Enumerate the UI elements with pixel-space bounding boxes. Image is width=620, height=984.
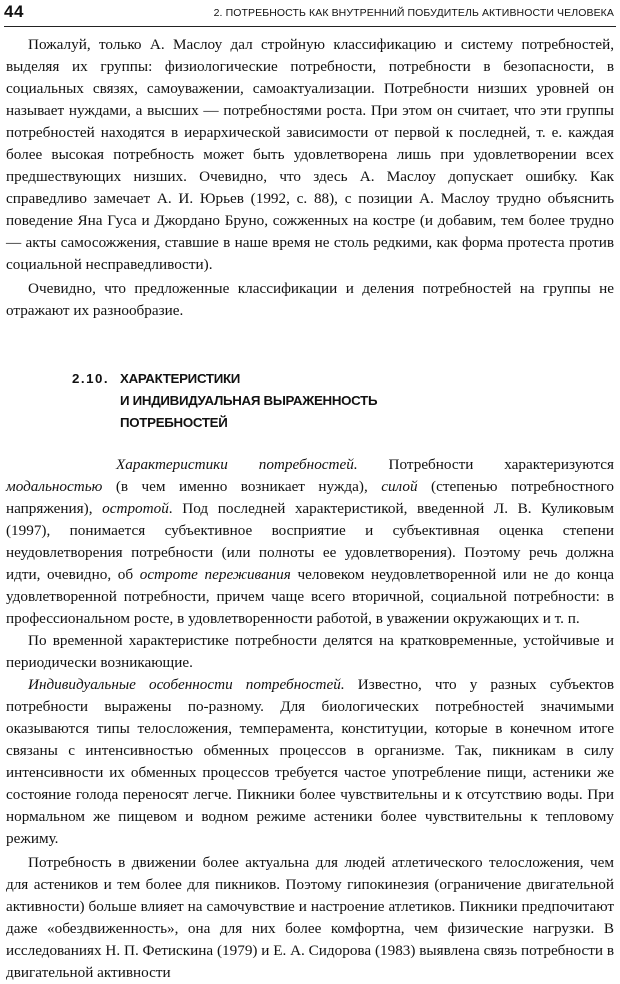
section-text: [6, 454, 614, 984]
paragraph: Очевидно, что предложенные классификации и деления потребностей на группы не отражают их разнообразие.: [6, 280, 614, 319]
italic-lead: Индивидуальные особенности потребностей.: [28, 676, 345, 693]
italic-term: силой: [381, 478, 418, 495]
section-heading: [72, 368, 377, 434]
page-number: 44: [4, 2, 24, 21]
text-run: (степенью потребностного напряжения),: [6, 478, 614, 517]
text-run: (в чем именно возникает нужда),: [102, 478, 382, 495]
text-run: человеком неудовлетворенной или не до конца удовлетворенной потребности, причем чаще всего вторичной, социальной потребности: в профессиональном росте, в удовлетворенности работой, в уважении окружающих и т. п.: [6, 566, 614, 627]
paragraph: [6, 674, 614, 850]
paragraph: Потребность в движении более актуальна для людей атлетического телосложения, чем для астеников и тем более для пикников. Поэтому гипокинезия (ограничение двигательной активности) больше влияет на самочувствие и настроение атлетиков. Пикники предпочитают даже «обездвиженность», она для них более комфортна, чем физические нагрузки. В исследованиях Н. П. Фетискина (1979) и Е. А. Сидорова (1983) выявлена связь потребности в двигательной активности: [6, 854, 614, 981]
text-run: Потребности характеризуются: [357, 456, 614, 473]
italic-term: остроте переживания: [139, 566, 291, 583]
text-run: . Под последней характеристикой, введенной Л. В. Куликовым (1997), понимается субъективное восприятие и субъективная оценка степени неудовлетворения потребности (или полноты ее удовлетворения). Поэтому речь должна идти, очевидно, об: [6, 500, 614, 583]
section-title-part-1: ХАРАКТЕРИСТИКИ: [120, 371, 241, 386]
paragraph: [6, 454, 614, 630]
intro-text: [6, 34, 614, 322]
paragraph: По временной характеристике потребности делятся на кратковременные, устойчивые и периодически возникающие.: [6, 632, 614, 671]
page-header: [4, 2, 616, 27]
italic-lead: Характеристики потребностей.: [116, 456, 358, 473]
section-title-part-2: И ИНДИВИДУАЛЬНАЯ ВЫРАЖЕННОСТЬ: [120, 393, 378, 408]
italic-term: модальностью: [6, 478, 103, 495]
section-number: 2.10.: [72, 371, 110, 386]
section-title-part-3: ПОТРЕБНОСТЕЙ: [120, 415, 228, 430]
section-heading-line-1: [72, 368, 377, 390]
italic-term: остротой: [102, 500, 169, 517]
running-title: 2. ПОТРЕБНОСТЬ КАК ВНУТРЕННИЙ ПОБУДИТЕЛЬ АКТИВНОСТИ ЧЕЛОВЕКА: [213, 7, 614, 19]
text-run: Известно, что у разных субъектов потребности выражены по-разному. Для биологических потребностей значимыми оказываются типы телосложения, темперамента, конституции, которые в конечном итоге связаны с интенсивностью обменных процессов в организме. Так, пикникам в силу интенсивности их обменных процессов требуется частое употребление пищи, астеники же состояние голода переносят легче. Пикники более чувствительны и к отсутствию воды. При нормальном же пищевом и водном режиме астеники более чувствительны к тепловому режиму.: [6, 676, 614, 847]
paragraph: Пожалуй, только А. Маслоу дал стройную классификацию и систему потребностей, выделяя их группы: физиологические потребности, потребности в безопасности, в социальных связях, самоуважении, самоактуализации. Потребности низших уровней он называет нуждами, а высших — потребностями роста. При этом он считает, что эти группы потребностей находятся в иерархической зависимости от первой к последней, т. е. каждая более высокая потребность может быть удовлетворена лишь при удовлетворении всех предшествующих низших. Очевидно, что здесь А. Маслоу допускает ошибку. Как справедливо замечает А. И. Юрьев (1992, с. 88), с позиции А. Маслоу трудно объяснить поведение Яна Гуса и Джордано Бруно, сожженных на костре (и добавим, тем более трудно — акты самосожжения, ставшие в наше время не столь редкими, как форма протеста против социальной несправедливости).: [6, 36, 614, 273]
